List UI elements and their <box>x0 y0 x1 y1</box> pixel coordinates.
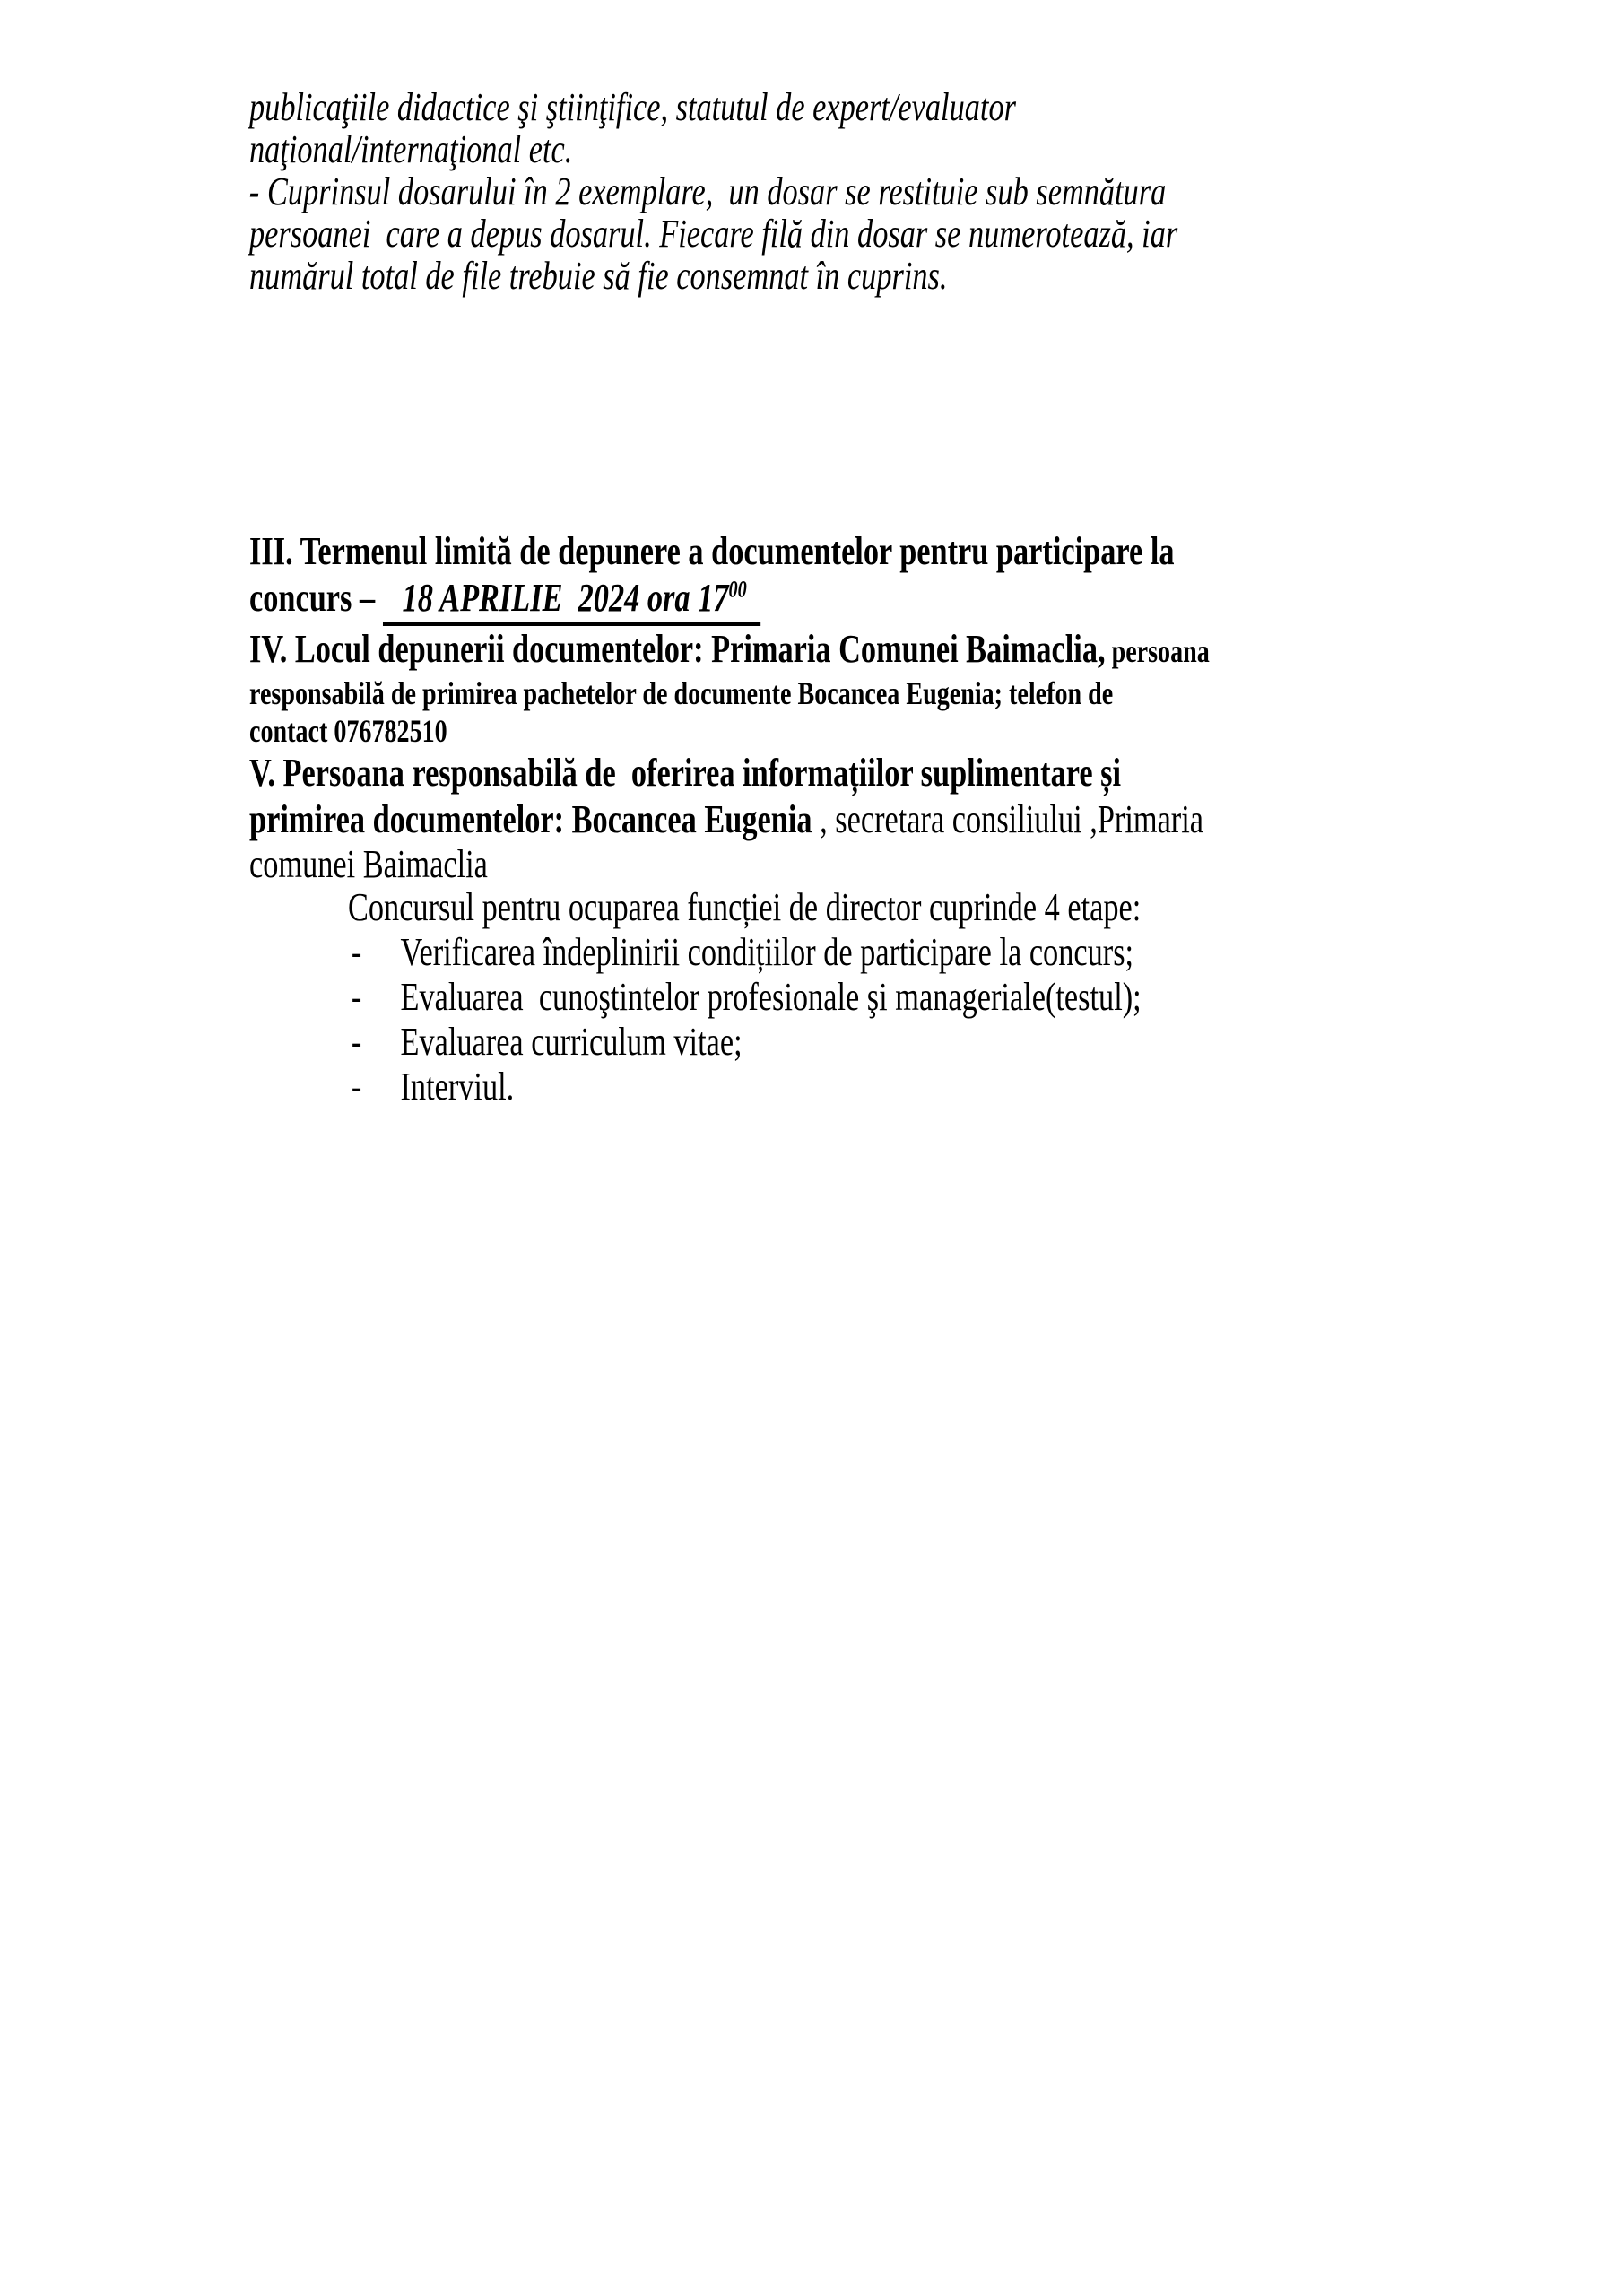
text-line: contact 076782510 <box>249 713 447 749</box>
deadline-text: 18 APRILIE 2024 ora 17 <box>402 576 729 620</box>
hyphen-bullet: - <box>351 1020 362 1064</box>
intro-paragraph <box>249 86 1593 297</box>
text-line: III. Termenul limită de depunere a documentelor pentru participare la <box>249 529 1175 573</box>
text-segment: , secretara consiliului ,Primaria <box>812 797 1204 841</box>
text-line <box>249 575 1593 626</box>
text-line <box>249 170 1593 213</box>
text-line: persoanei care a depus dosarul. Fiecare filă din dosar se numerotează, iar <box>249 212 1178 256</box>
list-item-text: Evaluarea curriculum vitae; <box>400 1020 743 1064</box>
text-line: V. Persoana responsabilă de oferirea informațiilor suplimentare și <box>249 751 1122 795</box>
text-line: naţional/internaţional etc. <box>249 127 573 171</box>
dash-prefix: - <box>249 170 268 213</box>
list-item <box>249 975 1593 1020</box>
text-segment: IV. Locul depunerii documentelor: Primaria Comunei Baimaclia, <box>249 627 1106 671</box>
text-line: numărul total de file trebuie să fie consemnat în cuprins. <box>249 254 948 298</box>
list-item-text: Evaluarea cunoştintelor profesionale şi manageriale(testul); <box>400 975 1142 1019</box>
text-line <box>249 796 1593 843</box>
list-item-text: Verificarea îndeplinirii condițiilor de participare la concurs; <box>400 930 1134 974</box>
section-iii-heading <box>249 528 1593 626</box>
hyphen-bullet: - <box>351 1065 362 1109</box>
text-line: publicaţiile didactice şi ştiinţifice, statutul de expert/evaluator <box>249 85 1016 129</box>
text-line: responsabilă de primirea pachetelor de documente Bocancea Eugenia; telefon de <box>249 675 1114 711</box>
section-iv-heading <box>249 626 1593 750</box>
text-line: comunei Baimaclia <box>249 842 488 886</box>
text-line <box>249 626 1593 674</box>
list-item <box>249 930 1593 975</box>
document-content <box>249 86 1593 1109</box>
deadline-superscript: 00 <box>728 576 747 603</box>
text-segment: persoana <box>1105 633 1210 669</box>
deadline-underlined <box>383 575 761 626</box>
section-v-heading <box>249 750 1593 885</box>
text-segment: Cuprinsul dosarului în 2 exemplare, un dosar se restituie sub semnătura <box>267 170 1167 213</box>
stages-block <box>249 885 1593 1109</box>
list-item <box>249 1065 1593 1109</box>
text-segment: primirea documentelor: Bocancea Eugenia <box>249 797 812 841</box>
hyphen-bullet: - <box>351 975 362 1019</box>
text-segment: concurs – <box>249 576 383 620</box>
list-item <box>249 1020 1593 1065</box>
list-item-text: Interviul. <box>400 1065 515 1109</box>
hyphen-bullet: - <box>351 930 362 974</box>
stages-intro: Concursul pentru ocuparea funcției de director cuprinde 4 etape: <box>347 885 1142 929</box>
